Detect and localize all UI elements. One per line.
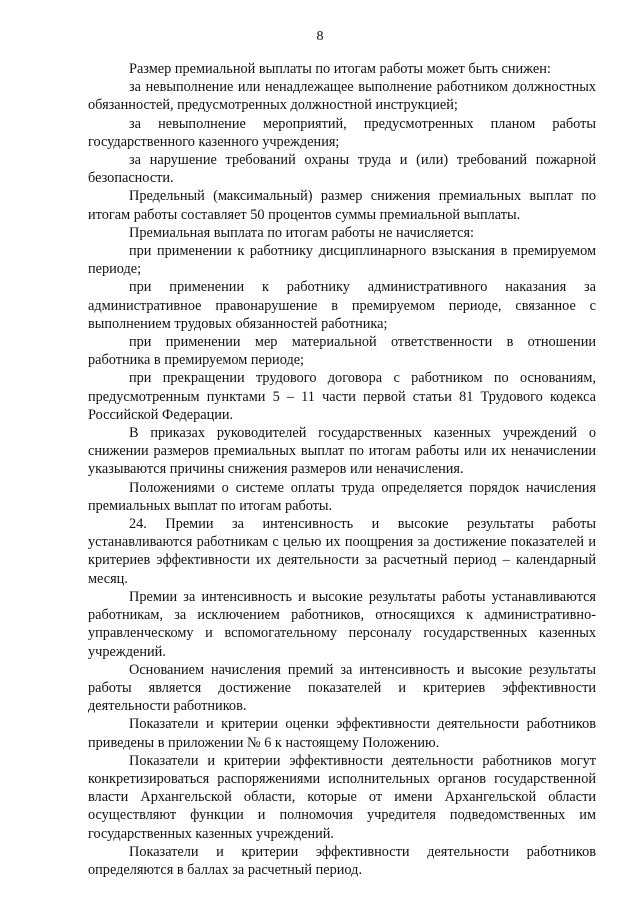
paragraph-criteria-specification: Показатели и критерии эффективности деятельности работников могут конкретизироваться распоряжениями исполнительных органов государственной власти Архангельской области, которые от имени Архангельской области осуществляют функции и полномочия учредителя подведомственных им государственных казенных учреждений. xyxy=(88,752,596,842)
page-number: 8 xyxy=(316,29,324,44)
paragraph-intensity-bonus-basis: Основанием начисления премий за интенсивность и высокие результаты работы является достижение показателей и критериев эффективности деятельности работников. xyxy=(88,661,596,715)
paragraph-pay-system-procedure: Положениями о системе оплаты труда определяется порядок начисления премиальных выплат по итогам работы. xyxy=(88,479,596,514)
paragraph-section-24: 24. Премии за интенсивность и высокие результаты работы устанавливаются работникам с целью их поощрения за достижение показателей и критериев эффективности их деятельности за расчетный период – календарный месяц. xyxy=(88,516,596,587)
paragraph-reduction-limit: Предельный (максимальный) размер снижения премиальных выплат по итогам работы составляет 50 процентов суммы премиальной выплаты. xyxy=(88,188,596,223)
paragraph-reduction-safety: за нарушение требований охраны труда и (или) требований пожарной безопасности. xyxy=(88,152,596,187)
paragraph-intensity-bonus-exclusions: Премии за интенсивность и высокие результаты работы устанавливаются работникам, за исключением работников, относящихся к административно-управленческому и вспомогательному персоналу государственных казенных учреждений. xyxy=(88,588,596,660)
paragraph-no-bonus-disciplinary: при применении к работнику дисциплинарного взыскания в премируемом периоде; xyxy=(88,243,596,278)
paragraph-no-bonus-termination: при прекращении трудового договора с работником по основаниям, предусмотренным пунктами 5 – 11 части первой статьи 81 Трудового кодекса Российской Федерации. xyxy=(88,370,596,423)
paragraph-criteria-appendix: Показатели и критерии оценки эффективности деятельности работников приведены в приложении № 6 к настоящему Положению. xyxy=(88,716,596,751)
document-body xyxy=(88,60,596,879)
paragraph-criteria-points: Показатели и критерии эффективности деятельности работников определяются в баллах за расчетный период. xyxy=(88,843,596,878)
paragraph-reduction-duties: за невыполнение или ненадлежащее выполнение работником должностных обязанностей, предусмотренных должностной инструкцией; xyxy=(88,79,596,114)
paragraph-bonus-reduction-intro: Размер премиальной выплаты по итогам работы может быть снижен: xyxy=(129,61,551,77)
paragraph-no-bonus-administrative: при применении к работнику административного наказания за административное правонарушение в премируемом периоде, связанное с выполнением трудовых обязанностей работника; xyxy=(88,279,596,332)
paragraph-no-bonus-material: при применении мер материальной ответственности в отношении работника в премируемом периоде; xyxy=(88,334,596,369)
paragraph-reduction-plan: за невыполнение мероприятий, предусмотренных планом работы государственного казенного учреждения; xyxy=(88,115,596,150)
paragraph-orders-reasons: В приказах руководителей государственных казенных учреждений о снижении размеров премиальных выплат по итогам работы или их неначислении указываются причины снижения размеров или неначисления. xyxy=(88,425,596,478)
paragraph-no-bonus-intro: Премиальная выплата по итогам работы не начисляется: xyxy=(129,224,475,241)
